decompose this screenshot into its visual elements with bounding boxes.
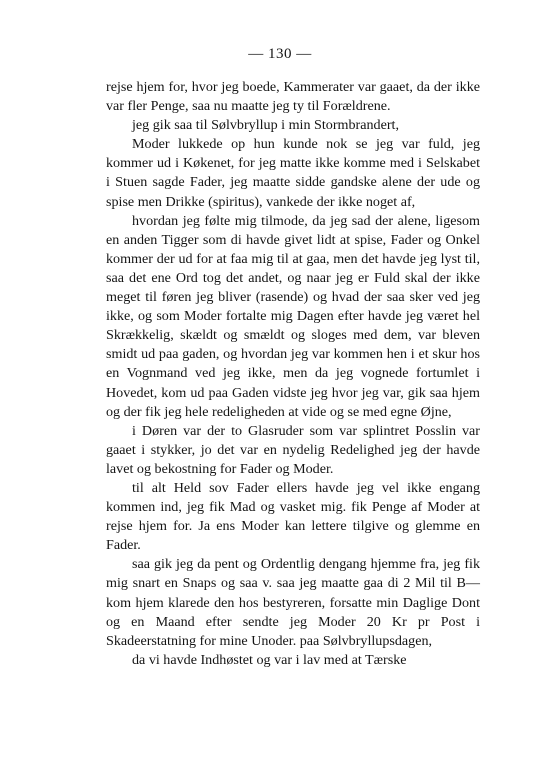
paragraph: rejse hjem for, hvor jeg boede, Kammerater var gaaet, da der ikke var fler Penge, saa nu maatte jeg ty til Forældrene.	[106, 79, 480, 115]
paragraph: hvordan jeg følte mig tilmode, da jeg sad der alene, ligesom en anden Tigger som di havde givet lidt at spise, Fader og Onkel kommer der ud for at faa mig til at gaa, men det havde jeg lyst til, saa det ene Ord tog det andet, og naar jeg er Fuld skal der ikke meget til føren jeg bliver (rasende) og hvad der saa sker ved jeg ikke, og som Moder fortalte mig Dagen efter havde jeg været hel Skrækkelig, skældt og smældt og sloges med dem, var bleven smidt ud paa gaden, og hvordan jeg var kommen hen i et skur hos en Vognmand ved jeg ikke, men da jeg vognede fortumlet i Hovedet, kom ud paa Gaden vidste jeg hvor jeg var, gik saa hjem og der fik jeg hele redeligheden at vide og se med egne Øjne,	[106, 212, 480, 420]
body-text	[106, 78, 480, 670]
paragraph: i Døren var der to Glasruder som var splintret Posslin var gaaet i stykker, jo det var en nydelig Redelighed jeg der havde lavet og bekostning for Fader og Moder.	[106, 422, 480, 477]
paragraph: til alt Held sov Fader ellers havde jeg vel ikke engang kommen ind, jeg fik Mad og vasket mig. fik Penge af Moder at rejse hjem for. Ja ens Moder kan lettere tilgive og glemme en Fader.	[106, 479, 480, 554]
paragraph: Moder lukkede op hun kunde nok se jeg var fuld, jeg kommer ud i Køkenet, for jeg matte ikke komme med i Selskabet i Stuen sagde Fader, jeg maatte sidde gandske alene der ude og spise men Drikke (spiritus), vankede der ikke noget af,	[106, 136, 480, 210]
paragraph: saa gik jeg da pent og Ordentlig dengang hjemme fra, jeg fik mig snart en Snaps og saa v. saa jeg maatte gaa di 2 Mil til B— kom hjem klarede den hos bestyreren, forsatte min Daglige Dont og en Maand efter sendte jeg Moder 20 Kr pr Post i Skadeerstatning for mine Unoder. paa Sølvbryllupsdagen,	[106, 556, 480, 649]
page-number: — 130 —	[248, 46, 312, 62]
paragraph: jeg gik saa til Sølvbryllup i min Stormbrandert,	[132, 117, 399, 134]
paragraph: da vi havde Indhøstet og var i lav med at Tærske	[132, 651, 407, 668]
